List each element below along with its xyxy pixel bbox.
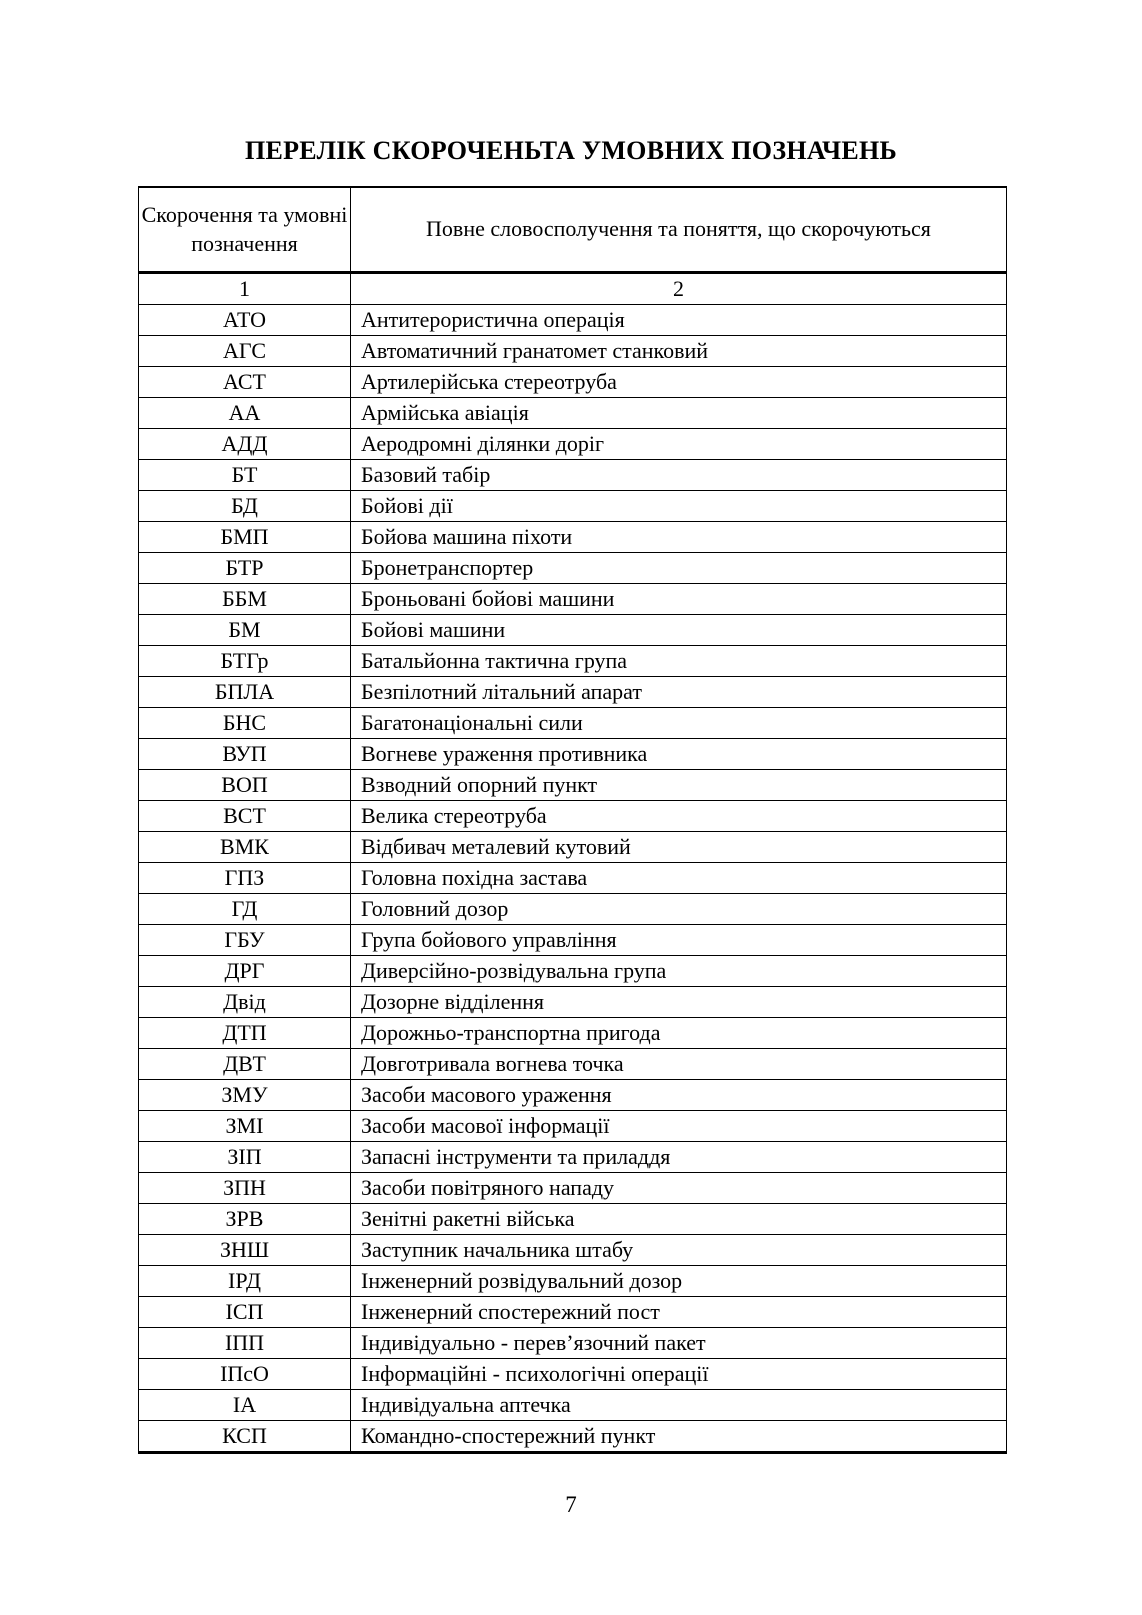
table-row	[139, 615, 1007, 646]
cell-abbreviation: ІРД	[139, 1266, 351, 1297]
cell-abbreviation: ВОП	[139, 770, 351, 801]
cell-abbreviation: ІПП	[139, 1328, 351, 1359]
table-row	[139, 429, 1007, 460]
cell-abbreviation: БТ	[139, 460, 351, 491]
cell-abbreviation: БПЛА	[139, 677, 351, 708]
cell-abbreviation: ЗНШ	[139, 1235, 351, 1266]
cell-abbreviation: ВУП	[139, 739, 351, 770]
cell-abbreviation: ЗМІ	[139, 1111, 351, 1142]
cell-abbreviation: Двід	[139, 987, 351, 1018]
column-number-row	[139, 273, 1007, 305]
cell-abbreviation: ВСТ	[139, 801, 351, 832]
cell-description: Базовий табір	[351, 460, 1007, 491]
cell-abbreviation: АДД	[139, 429, 351, 460]
table-row	[139, 894, 1007, 925]
table-row	[139, 1421, 1007, 1453]
cell-abbreviation: АГС	[139, 336, 351, 367]
page-number: 7	[565, 1492, 577, 1517]
cell-description: Велика стереотруба	[351, 801, 1007, 832]
column-number-2: 2	[351, 273, 1007, 305]
cell-abbreviation: ЗІП	[139, 1142, 351, 1173]
cell-description: Засоби масової інформації	[351, 1111, 1007, 1142]
cell-description: Засоби масового ураження	[351, 1080, 1007, 1111]
cell-abbreviation: АА	[139, 398, 351, 429]
table-row	[139, 1235, 1007, 1266]
column-number-1: 1	[139, 273, 351, 305]
cell-description: Відбивач металевий кутовий	[351, 832, 1007, 863]
cell-abbreviation: ЗРВ	[139, 1204, 351, 1235]
column-header-description: Повне словосполучення та поняття, що скорочуються	[351, 187, 1007, 273]
abbreviations-table	[138, 186, 1007, 1454]
cell-description: Командно-спостережний пункт	[351, 1421, 1007, 1453]
cell-description: Довготривала вогнева точка	[351, 1049, 1007, 1080]
cell-description: Бойові машини	[351, 615, 1007, 646]
table-row	[139, 925, 1007, 956]
cell-description: Багатонаціональні сили	[351, 708, 1007, 739]
cell-description: Індивідуально - перев’язочний пакет	[351, 1328, 1007, 1359]
cell-abbreviation: БД	[139, 491, 351, 522]
cell-description: Армійська авіація	[351, 398, 1007, 429]
cell-description: Броньовані бойові машини	[351, 584, 1007, 615]
cell-description: Антитерористична операція	[351, 305, 1007, 336]
cell-abbreviation: БМ	[139, 615, 351, 646]
table-row	[139, 1111, 1007, 1142]
table-row	[139, 770, 1007, 801]
page-title: ПЕРЕЛІК СКОРОЧЕНЬТА УМОВНИХ ПОЗНАЧЕНЬ	[244, 136, 898, 165]
cell-description: Заступник начальника штабу	[351, 1235, 1007, 1266]
table-row	[139, 1328, 1007, 1359]
cell-abbreviation: ІСП	[139, 1297, 351, 1328]
cell-description: Група бойового управління	[351, 925, 1007, 956]
cell-abbreviation: ГБУ	[139, 925, 351, 956]
table-row	[139, 584, 1007, 615]
table-row	[139, 1297, 1007, 1328]
table-header	[139, 187, 1007, 305]
table-row	[139, 863, 1007, 894]
table-row	[139, 1266, 1007, 1297]
cell-description: Диверсійно-розвідувальна група	[351, 956, 1007, 987]
cell-description: Бойова машина піхоти	[351, 522, 1007, 553]
cell-description: Головна похідна застава	[351, 863, 1007, 894]
table-header-row	[139, 187, 1007, 273]
cell-abbreviation: ББМ	[139, 584, 351, 615]
table-row	[139, 398, 1007, 429]
table-row	[139, 801, 1007, 832]
table-row	[139, 553, 1007, 584]
cell-description: Інформаційні - психологічні операції	[351, 1359, 1007, 1390]
cell-description: Зенітні ракетні війська	[351, 1204, 1007, 1235]
table-row	[139, 1018, 1007, 1049]
table-row	[139, 708, 1007, 739]
cell-description: Індивідуальна аптечка	[351, 1390, 1007, 1421]
cell-abbreviation: АТО	[139, 305, 351, 336]
table-row	[139, 1080, 1007, 1111]
table-body	[139, 305, 1007, 1453]
table-row	[139, 987, 1007, 1018]
column-header-abbreviation: Скорочення та умовні позначення	[139, 187, 351, 273]
table-row	[139, 1204, 1007, 1235]
table-row	[139, 491, 1007, 522]
table-row	[139, 1049, 1007, 1080]
table-row	[139, 367, 1007, 398]
table-row	[139, 522, 1007, 553]
cell-abbreviation: ВМК	[139, 832, 351, 863]
table-row	[139, 460, 1007, 491]
cell-abbreviation: ЗМУ	[139, 1080, 351, 1111]
cell-description: Запасні інструменти та приладдя	[351, 1142, 1007, 1173]
cell-description: Дозорне відділення	[351, 987, 1007, 1018]
table-row	[139, 739, 1007, 770]
cell-abbreviation: ДРГ	[139, 956, 351, 987]
table-row	[139, 1142, 1007, 1173]
cell-description: Артилерійська стереотруба	[351, 367, 1007, 398]
cell-description: Батальйонна тактична група	[351, 646, 1007, 677]
cell-abbreviation: ДТП	[139, 1018, 351, 1049]
table-row	[139, 646, 1007, 677]
table-row	[139, 305, 1007, 336]
cell-description: Вогневе ураження противника	[351, 739, 1007, 770]
cell-abbreviation: БНС	[139, 708, 351, 739]
table-row	[139, 1359, 1007, 1390]
cell-abbreviation: ІПсО	[139, 1359, 351, 1390]
cell-abbreviation: БТР	[139, 553, 351, 584]
cell-description: Безпілотний літальний апарат	[351, 677, 1007, 708]
cell-description: Інженерний розвідувальний дозор	[351, 1266, 1007, 1297]
table-row	[139, 1390, 1007, 1421]
cell-description: Бойові дії	[351, 491, 1007, 522]
cell-description: Взводний опорний пункт	[351, 770, 1007, 801]
table-row	[139, 1173, 1007, 1204]
cell-description: Автоматичний гранатомет станковий	[351, 336, 1007, 367]
table-row	[139, 832, 1007, 863]
table-row	[139, 677, 1007, 708]
cell-abbreviation: БТГр	[139, 646, 351, 677]
table-row	[139, 956, 1007, 987]
cell-description: Аеродромні ділянки доріг	[351, 429, 1007, 460]
cell-description: Бронетранспортер	[351, 553, 1007, 584]
cell-description: Інженерний спостережний пост	[351, 1297, 1007, 1328]
cell-abbreviation: КСП	[139, 1421, 351, 1453]
cell-abbreviation: ІА	[139, 1390, 351, 1421]
cell-abbreviation: БМП	[139, 522, 351, 553]
cell-abbreviation: ДВТ	[139, 1049, 351, 1080]
cell-abbreviation: ГД	[139, 894, 351, 925]
cell-description: Головний дозор	[351, 894, 1007, 925]
table-row	[139, 336, 1007, 367]
cell-abbreviation: ГПЗ	[139, 863, 351, 894]
cell-description: Засоби повітряного нападу	[351, 1173, 1007, 1204]
cell-abbreviation: ЗПН	[139, 1173, 351, 1204]
cell-description: Дорожньо-транспортна пригода	[351, 1018, 1007, 1049]
cell-abbreviation: АСТ	[139, 367, 351, 398]
